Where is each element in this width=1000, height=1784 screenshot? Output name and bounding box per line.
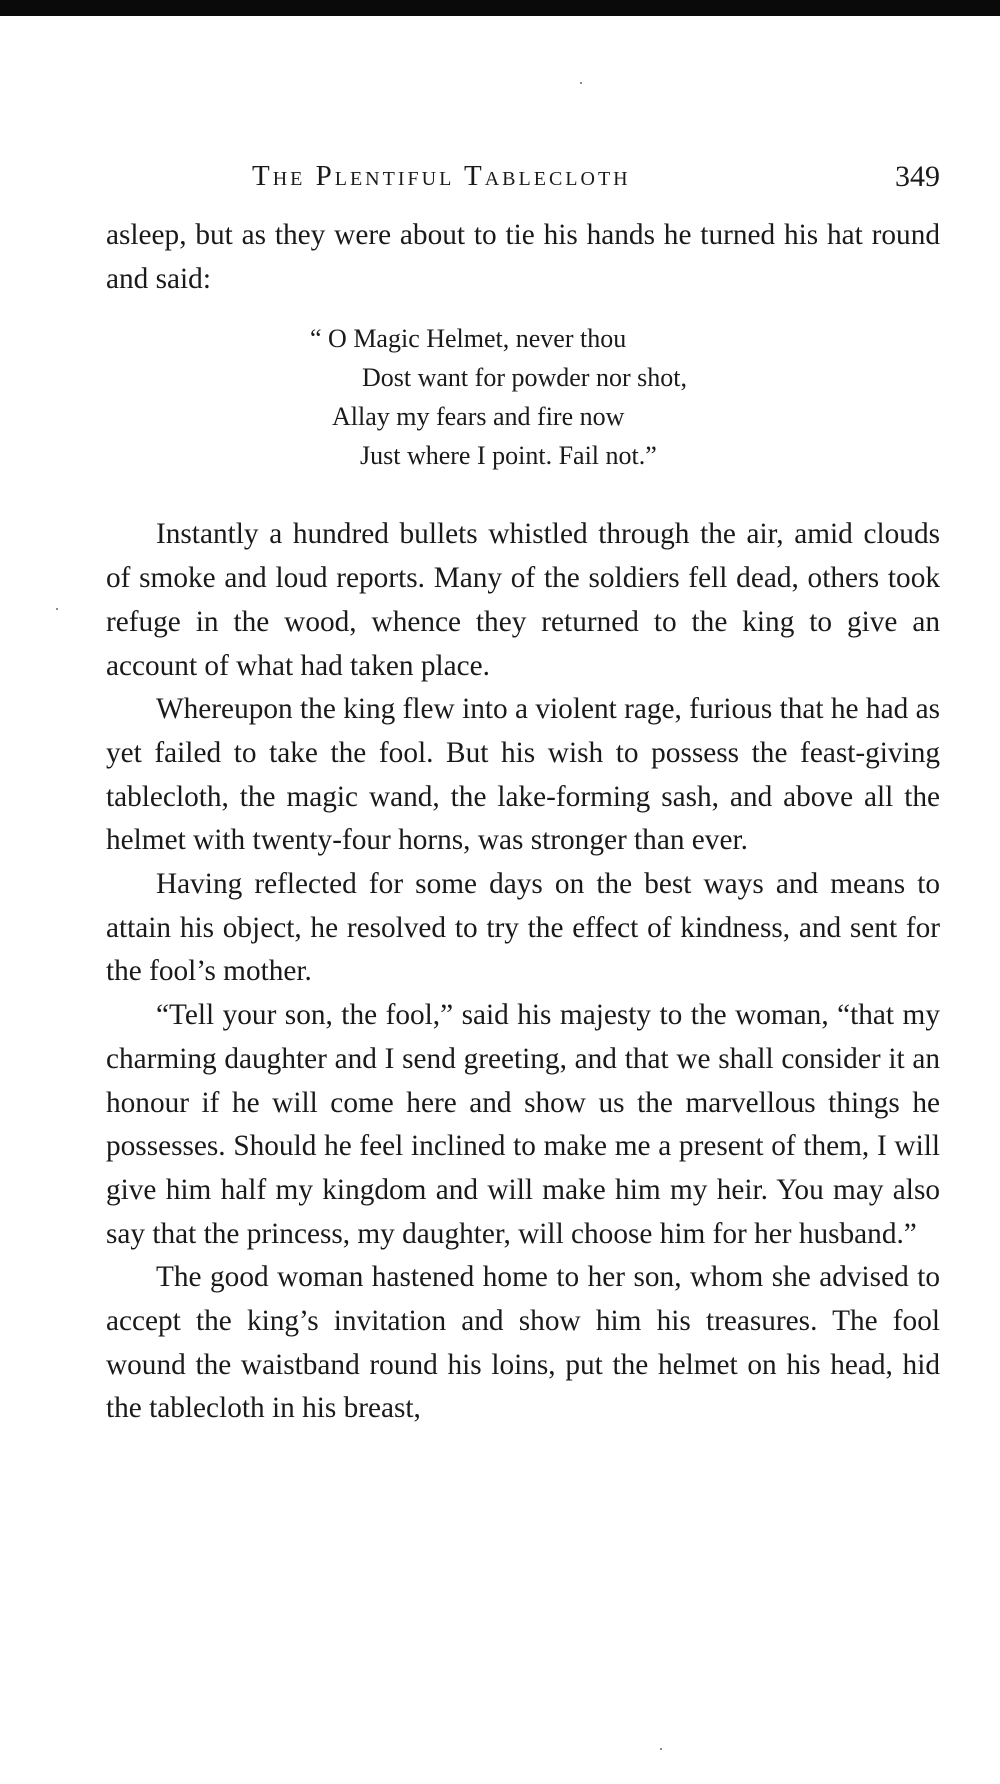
paragraph-3: Whereupon the king flew into a violent rage, furious that he had as yet failed to take the fool. But his wish to possess the feast-giving tablecloth, the magic wand, the lake-forming sash, and above all the helmet with twenty-four horns, was stronger than ever. — [106, 693, 940, 857]
paper-speck — [580, 82, 582, 84]
verse-line-2: Dost want for powder nor shot, — [362, 363, 687, 393]
verse-line-1: “ O Magic Helmet, never thou — [310, 324, 627, 354]
verse-line-3: Allay my fears and fire now — [332, 402, 625, 432]
page-body — [106, 214, 940, 1431]
paragraph-1: asleep, but as they were about to tie his hands he turned his hat round and said: — [106, 219, 940, 295]
verse-line-4: Just where I point. Fail not.” — [360, 441, 657, 471]
paper-speck — [56, 608, 58, 610]
running-title: The Plentiful Tablecloth — [252, 160, 631, 192]
paragraph-2: Instantly a hundred bullets whistled through the air, amid clouds of smoke and loud reports. Many of the soldiers fell dead, others took refuge in the wood, whence they returned to the king to give an account of what had taken place. — [106, 518, 940, 682]
paragraph-6: The good woman hastened home to her son, whom she advised to accept the king’s invitation and show him his treasures. The fool wound the waistband round his loins, put the helmet on his head, hid the tablecloth in his breast, — [106, 1261, 940, 1425]
paper-speck — [660, 1748, 662, 1750]
verse-stanza — [310, 319, 810, 475]
page-top-edge — [0, 0, 1000, 16]
page-number: 349 — [895, 160, 940, 193]
running-head — [106, 160, 940, 204]
paragraph-5: “Tell your son, the fool,” said his majesty to the woman, “that my charming daughter and I send greeting, and that we shall consider it an honour if he will come here and show us the marvellous things he possesses. Should he feel inclined to make me a present of them, I will give him half my kingdom and will make him my heir. You may also say that the princess, my daughter, will choose him for her husband.” — [106, 999, 940, 1250]
paragraph-4: Having reflected for some days on the best ways and means to attain his object, he resolved to try the effect of kindness, and sent for the fool’s mother. — [106, 868, 940, 988]
